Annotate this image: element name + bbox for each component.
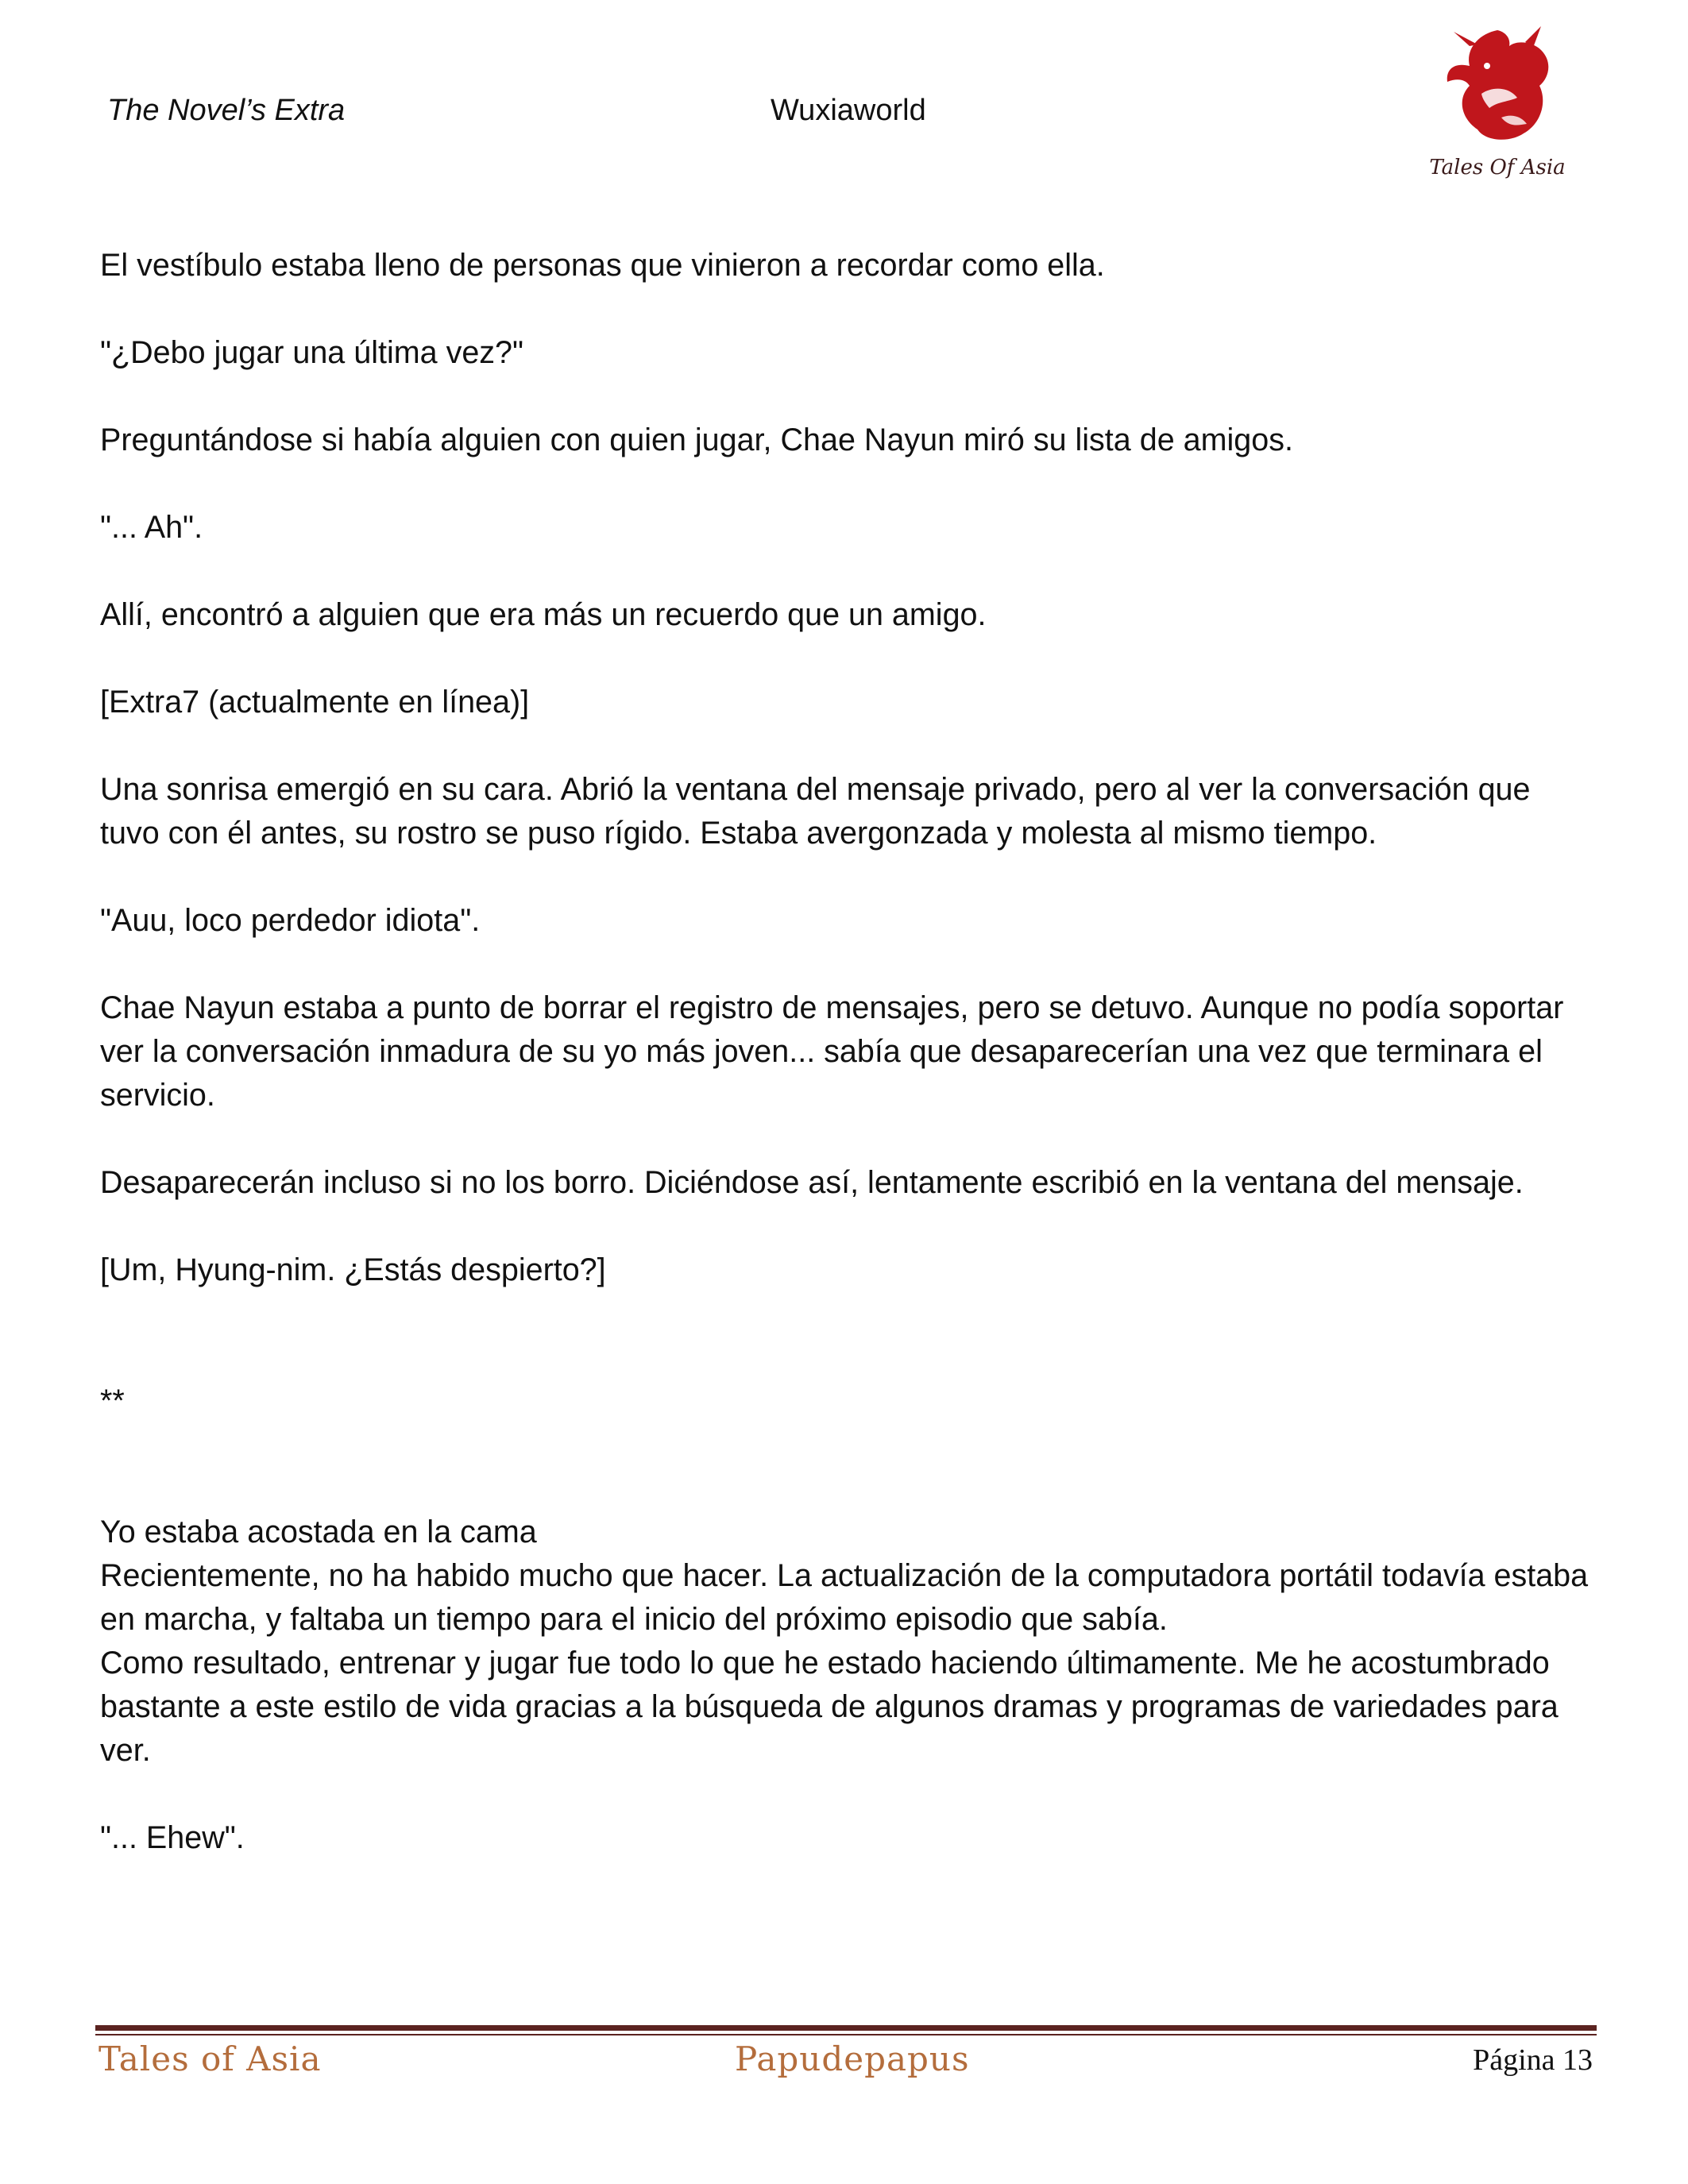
- site-name: Wuxiaworld: [771, 94, 926, 127]
- footer-rule-thin: [95, 2034, 1597, 2035]
- paragraph: "... Ehew".: [100, 1820, 245, 1855]
- paragraph: "... Ah".: [100, 510, 203, 545]
- spacer: [100, 1423, 1593, 1511]
- page-number: Página 13: [1473, 2043, 1593, 2077]
- footer-translator: Papudepapus: [735, 2039, 970, 2078]
- footer-rule: [95, 2025, 1597, 2031]
- paragraph: "¿Debo jugar una última vez?": [100, 335, 524, 370]
- scene-break: **: [100, 1383, 125, 1418]
- paragraph: Recientemente, no ha habido mucho que hacer. La actualización de la computadora portátil todavía estaba en marcha, y faltaba un tiempo para el inicio del próximo episodio que sabía.: [100, 1558, 1589, 1637]
- footer-publisher: Tales of Asia: [98, 2039, 322, 2078]
- paragraph: Yo estaba acostada en la cama: [100, 1515, 537, 1549]
- paragraph: Allí, encontró a alguien que era más un recuerdo que un amigo.: [100, 597, 987, 632]
- page-body: [100, 244, 1593, 1904]
- dragon-icon: [1422, 22, 1573, 157]
- paragraph: Una sonrisa emergió en su cara. Abrió la ventana del mensaje privado, pero al ver la conversación que tuvo con él antes, su rostro se puso rígido. Estaba avergonzada y molesta al mismo tiempo.: [100, 772, 1531, 851]
- paragraph: Como resultado, entrenar y jugar fue todo lo que he estado haciendo últimamente. Me he acostumbrado bastante a este estilo de vida gracias a la búsqueda de algunos dramas y programas de variedades para ver.: [100, 1646, 1559, 1768]
- paragraph: Chae Nayun estaba a punto de borrar el registro de mensajes, pero se detuvo. Aunque no podía soportar ver la conversación inmadura de su yo más joven... sabía que desaparecerían una vez que terminara el servicio.: [100, 990, 1564, 1113]
- paragraph: [Um, Hyung-nim. ¿Estás despierto?]: [100, 1252, 606, 1287]
- tales-of-asia-logo: [1422, 22, 1573, 189]
- paragraph: [Extra7 (actualmente en línea)]: [100, 685, 530, 720]
- logo-text: Tales Of Asia: [1429, 156, 1566, 179]
- spacer: [100, 1292, 1593, 1379]
- paragraph: Preguntándose si había alguien con quien jugar, Chae Nayun miró su lista de amigos.: [100, 423, 1293, 457]
- novel-title: The Novel’s Extra: [107, 94, 346, 127]
- paragraph: El vestíbulo estaba lleno de personas que vinieron a recordar como ella.: [100, 248, 1105, 283]
- paragraph: Desaparecerán incluso si no los borro. Diciéndose así, lentamente escribió en la ventana del mensaje.: [100, 1165, 1524, 1200]
- paragraph: "Auu, loco perdedor idiota".: [100, 903, 481, 938]
